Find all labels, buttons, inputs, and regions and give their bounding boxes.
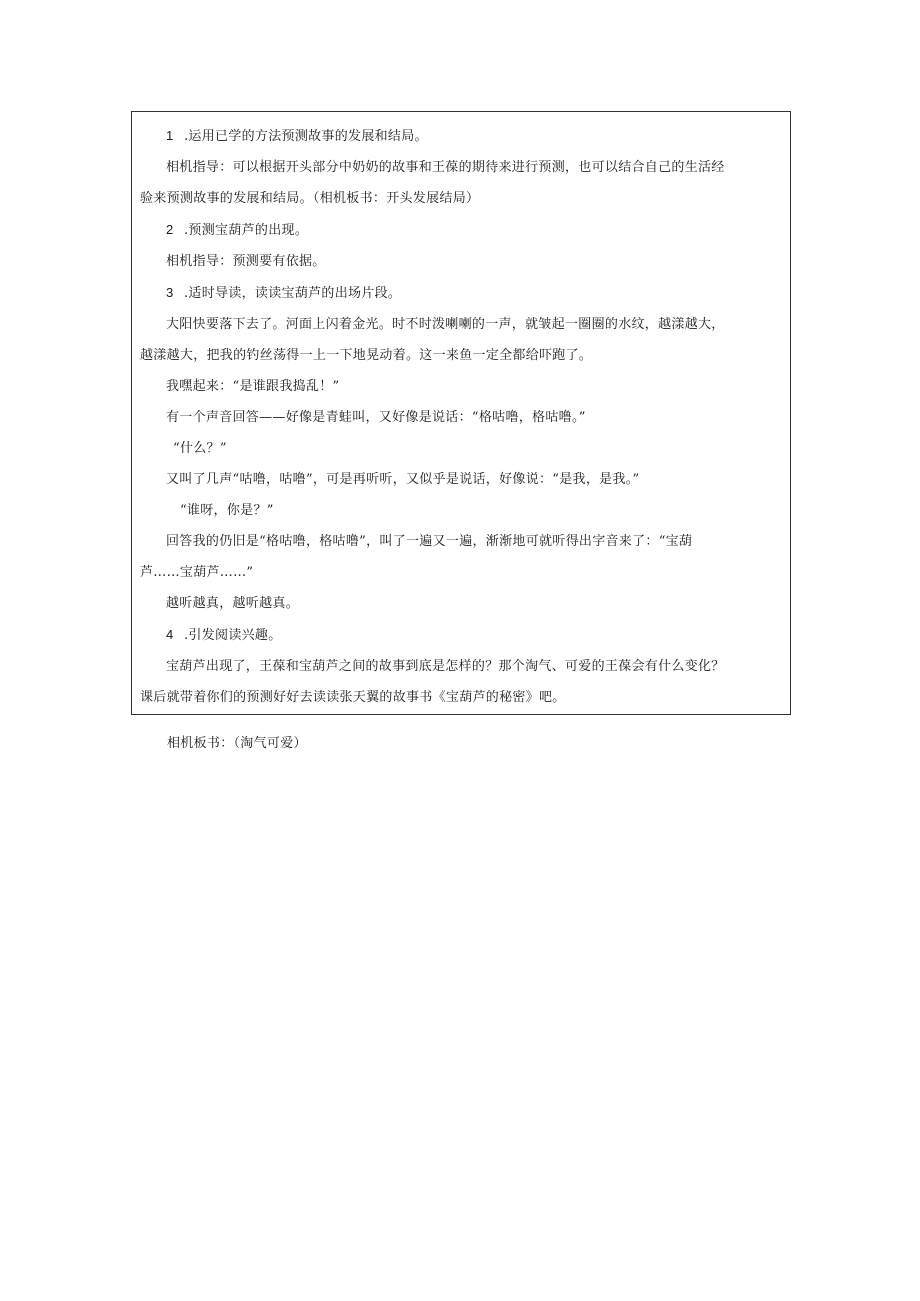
passage-line: 大阳快要落下去了。河面上闪着金光。时不时泼喇喇的一声，就皱起一圈圈的水纹，越漾越大， [166, 317, 725, 332]
step-text: .运用已学的方法预测故事的发展和结局。 [184, 129, 428, 144]
step-text: .预测宝葫芦的出现。 [184, 223, 309, 238]
guide-2: 相机指导：预测要有依据。 [166, 254, 326, 269]
step-number: 1 [166, 128, 174, 143]
step-number: 2 [166, 222, 174, 237]
step-1 [140, 120, 782, 152]
passage-line: 芦……宝葫芦……” [140, 565, 254, 580]
passage-line: 越听越真，越听越真。 [166, 596, 300, 611]
passage-line: “谁呀，你是？” [180, 503, 274, 518]
passage-line: 回答我的仍旧是“格咕噜，格咕噜”，叫了一遍又一遍，渐渐地可就听得出字音来了：“宝葫 [166, 534, 693, 549]
step-text: .适时导读，读读宝葫芦的出场片段。 [184, 286, 402, 301]
board-note: 相机板书：（淘气可爱） [167, 736, 307, 751]
interest-line-1: 宝葫芦出现了，王葆和宝葫芦之间的故事到底是怎样的？那个淘气、可爱的王葆会有什么变化？ [166, 659, 725, 674]
step-4 [140, 619, 782, 651]
passage-line: 又叫了几声“咕噜，咕噜”，可是再听听，又似乎是说话，好像说：“是我，是我。” [166, 472, 640, 487]
lesson-step-box [131, 111, 791, 715]
step-3 [140, 277, 782, 309]
step-number: 3 [166, 285, 174, 300]
passage-line: 越漾越大，把我的钓丝荡得一上一下地晃动着。这一来鱼一定全都给吓跑了。 [140, 348, 593, 363]
interest-line-2: 课后就带着你们的预测好好去读读张天翼的故事书《宝葫芦的秘密》吧。 [140, 690, 566, 705]
step-text: .引发阅读兴趣。 [184, 628, 282, 643]
passage-line: 有一个声音回答——好像是青蛙叫，又好像是说话：“格咕噜，格咕噜。” [166, 410, 586, 425]
guide-1-line-2: 验来预测故事的发展和结局。（相机板书：开头发展结局） [140, 191, 480, 206]
step-2 [140, 214, 782, 246]
step-number: 4 [166, 627, 174, 642]
passage-line: 我嘿起来：“是谁跟我捣乱！” [166, 379, 340, 394]
guide-1-line-1: 相机指导：可以根据开头部分中奶奶的故事和王葆的期待来进行预测，也可以结合自己的生活经 [166, 160, 725, 175]
passage-line: “什么？” [173, 441, 227, 456]
